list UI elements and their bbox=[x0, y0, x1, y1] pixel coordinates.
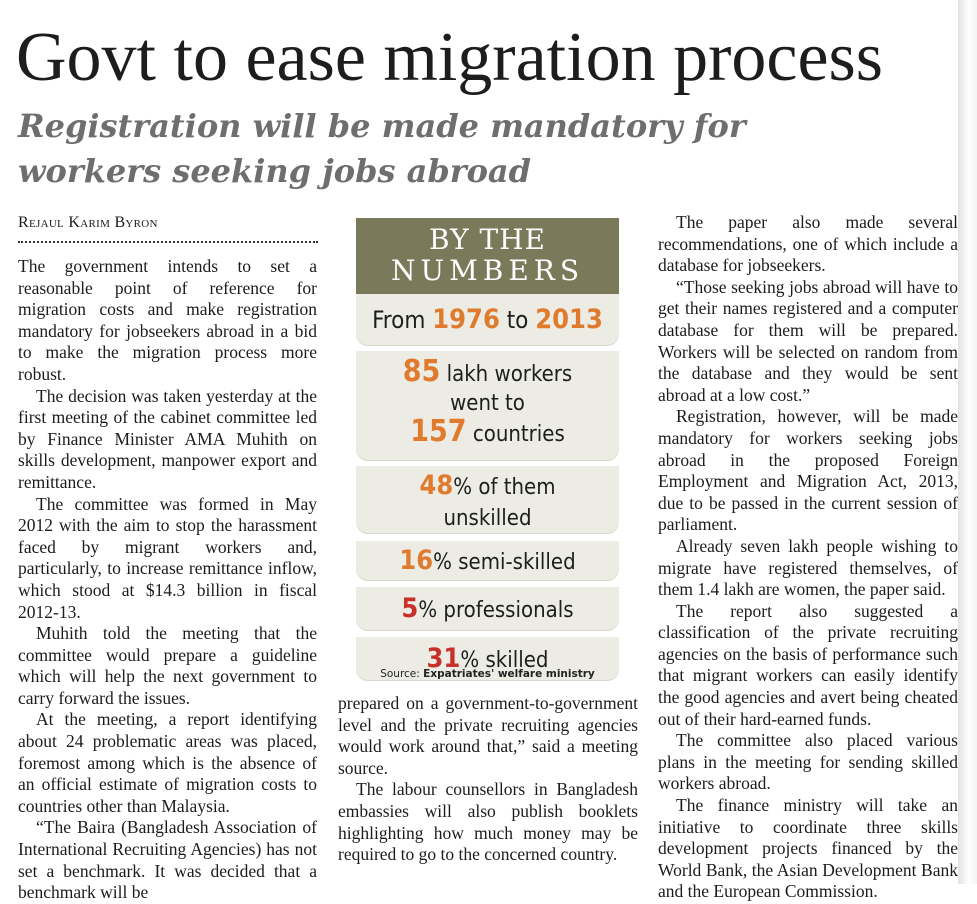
professionals-value: 5 bbox=[401, 593, 419, 624]
professionals-text: % professionals bbox=[418, 598, 574, 623]
article-column-2 bbox=[338, 693, 638, 866]
skilled-text: % skilled bbox=[460, 648, 549, 673]
stat-period bbox=[356, 294, 619, 346]
paragraph: The committee was formed in May 2012 with the aim to stop the harassment faced by migrant workers and, particularly, to increase remittance inflow, which stood at $14.3 billion in fiscal 2012-13. bbox=[18, 493, 317, 622]
workers-text2: went to bbox=[450, 391, 525, 416]
paragraph: The committee also placed various plans in the meeting for sending skilled workers abroad. bbox=[658, 730, 958, 794]
unskilled-text2: unskilled bbox=[443, 506, 532, 531]
paragraph: The government intends to set a reasonable point of reference for migration costs and make registration mandatory for jobseekers abroad in a bid to make the migration process more robust. bbox=[18, 256, 317, 384]
paragraph: “The Baira (Bangladesh Association of International Recruiting Agencies) has not set a benchmark. It was decided that a benchmark will be bbox=[18, 817, 317, 903]
semi-skilled-value: 16 bbox=[399, 545, 434, 576]
box-header bbox=[356, 218, 619, 294]
unskilled-text: % of them bbox=[453, 475, 556, 500]
stat-professionals bbox=[356, 587, 619, 631]
source-value: Expatriates' welfare ministry bbox=[423, 668, 595, 680]
countries-value: 157 bbox=[410, 414, 467, 449]
paragraph: “Those seeking jobs abroad will have to get their names registered and a computer database for them will be prepared. Workers will be selected on random from the database and they would be sent abroad at a low cost.” bbox=[658, 276, 958, 405]
paragraph: Muhith told the meeting that the committee would prepare a guideline which will help the next government to carry forward the issues. bbox=[18, 623, 317, 708]
box-source bbox=[356, 668, 619, 680]
article-column-3 bbox=[658, 212, 958, 903]
semi-skilled-text: % semi-skilled bbox=[433, 550, 576, 575]
unskilled-value: 48 bbox=[419, 470, 454, 501]
byline: Rejaul Karim Byron bbox=[18, 212, 318, 243]
paragraph: prepared on a government-to-government level and the private recruiting agencies would work around that,” said a meeting source. bbox=[338, 693, 638, 778]
period-from-year: 1976 bbox=[432, 304, 500, 335]
period-from-label: From bbox=[372, 306, 426, 334]
period-to-label: to bbox=[506, 306, 529, 334]
paragraph: Registration, however, will be made mandatory for workers seeking jobs abroad in the proposed Foreign Employment and Migration Act, 2013, due to be passed in the current session of parliament. bbox=[658, 406, 958, 535]
stat-unskilled bbox=[356, 466, 619, 534]
article-column-1 bbox=[18, 256, 317, 904]
subhead: Registration will be made mandatory for workers seeking jobs abroad bbox=[18, 107, 746, 190]
stat-semi-skilled bbox=[356, 541, 619, 581]
paragraph: The finance ministry will take an initiative to coordinate three skills development projects financed by the World Bank, the Asian Development Bank and the European Commission. bbox=[658, 795, 958, 902]
workers-value: 85 bbox=[402, 354, 441, 389]
page-edge-shadow bbox=[958, 0, 977, 884]
source-label: Source: bbox=[380, 668, 420, 680]
paragraph: The report also suggested a classification of the private recruiting agencies on the basis of performance such that migrant workers can easily identify the good agencies and avert being cheated out of their hard-earned funds. bbox=[658, 600, 958, 729]
paragraph: The decision was taken yesterday at the first meeting of the cabinet committee led by Finance Minister AMA Muhith on skills development, manpower export and remittance. bbox=[18, 385, 317, 492]
paragraph: At the meeting, a report identifying about 24 problematic areas was placed, foremost among which is the absence of an official estimate of migration costs to countries other than Malaysia. bbox=[18, 709, 317, 816]
workers-text: lakh workers bbox=[446, 362, 573, 387]
box-title-line1: BY THE bbox=[428, 223, 546, 256]
paragraph: The labour counsellors in Bangladesh embassies will also publish booklets highlighting how much money may be required to go to the concerned country. bbox=[338, 779, 638, 865]
headline: Govt to ease migration process bbox=[16, 19, 884, 96]
skilled-value: 31 bbox=[426, 643, 461, 674]
stat-workers bbox=[356, 351, 619, 461]
paragraph: The paper also made several recommendations, one of which include a database for jobseekers. bbox=[658, 212, 958, 276]
box-title-line2: NUMBERS bbox=[390, 254, 585, 287]
paragraph: Already seven lakh people wishing to migrate have registered themselves, of them 1.4 lakh are women, the paper said. bbox=[658, 535, 958, 600]
period-to-year: 2013 bbox=[535, 304, 603, 335]
countries-text: countries bbox=[472, 422, 565, 447]
